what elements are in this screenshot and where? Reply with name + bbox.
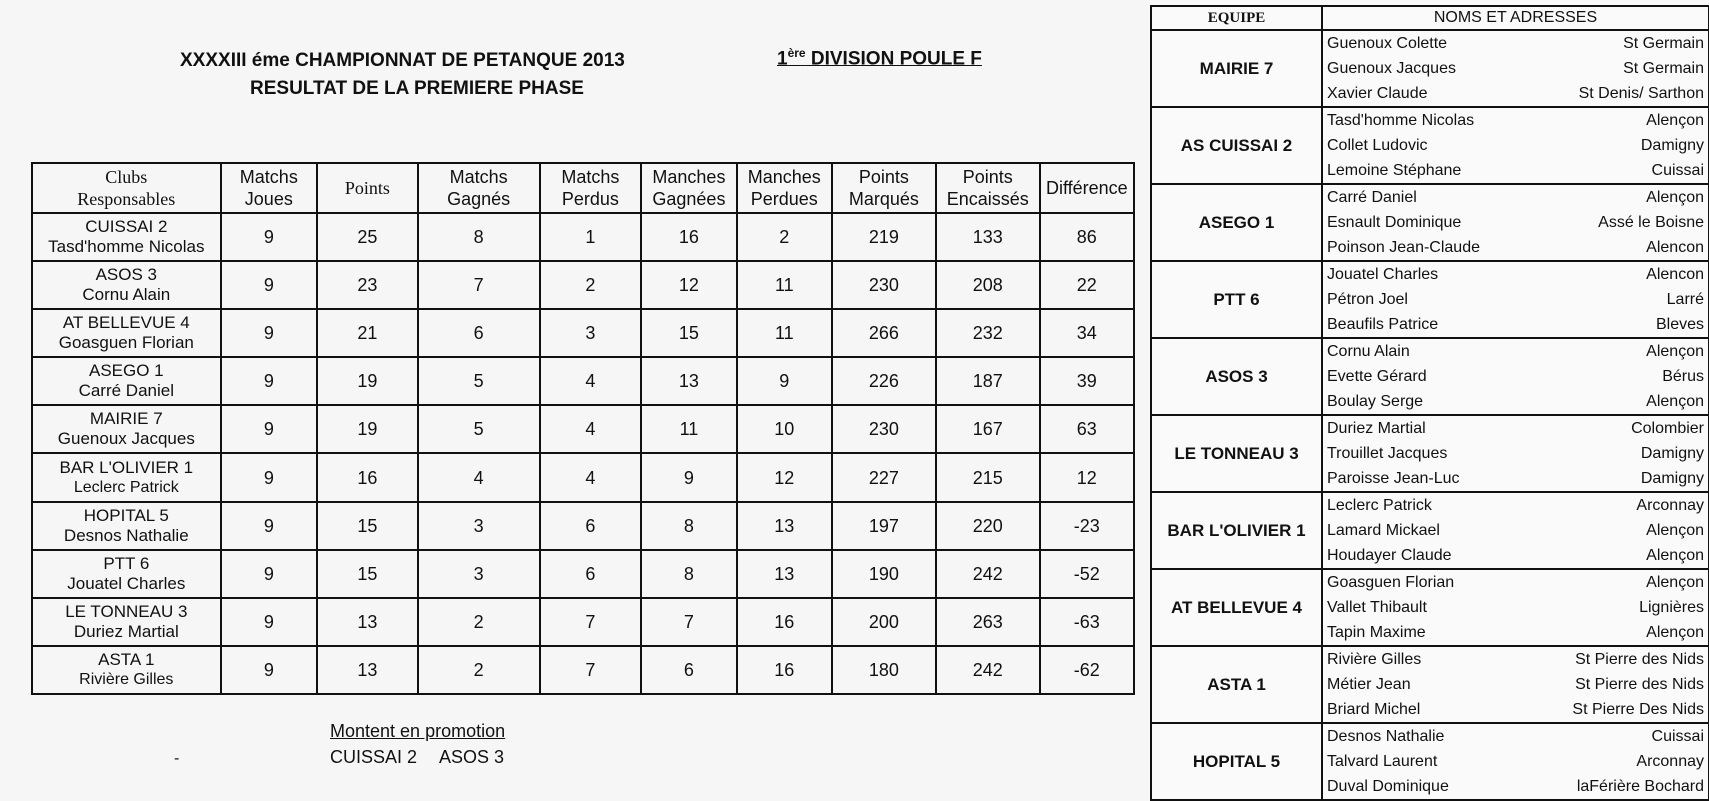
cell-points: 15 — [317, 550, 418, 598]
cell-perdus: 4 — [540, 405, 642, 453]
member-name: Beaufils Patrice — [1327, 316, 1439, 333]
club-cell — [32, 405, 221, 453]
table-row — [32, 550, 1134, 598]
cell-manches-gagnees: 15 — [641, 309, 736, 357]
member-row — [1327, 774, 1704, 799]
member-row — [1327, 416, 1704, 441]
member-row — [1327, 595, 1704, 620]
cell-manches-perdues: 11 — [737, 309, 832, 357]
member-city: laFérière Bochard — [1576, 778, 1704, 795]
cell-points-encaisses: 242 — [936, 550, 1040, 598]
member-row — [1327, 620, 1704, 645]
club-name: BAR L'OLIVIER 1 — [59, 457, 194, 477]
team-row — [1151, 261, 1709, 338]
member-row — [1327, 647, 1704, 672]
table-row — [32, 646, 1134, 694]
cell-manches-gagnees: 16 — [641, 213, 736, 261]
cell-points-marques: 230 — [832, 405, 936, 453]
cell-points: 25 — [317, 213, 418, 261]
member-name: Vallet Thibault — [1327, 599, 1427, 616]
member-row — [1327, 749, 1704, 774]
results-table — [31, 162, 1135, 695]
member-city: Alencon — [1646, 266, 1704, 283]
division-label — [777, 46, 982, 70]
cell-manches-gagnees: 11 — [641, 405, 736, 453]
team-name: LE TONNEAU 3 — [1151, 415, 1322, 492]
member-city: Alençon — [1646, 522, 1704, 539]
cell-points-marques: 200 — [832, 598, 936, 646]
cell-points-encaisses: 215 — [936, 453, 1040, 501]
member-city: Damigny — [1640, 445, 1704, 462]
division-ordinal: 1 — [777, 48, 788, 70]
member-name: Lemoine Stéphane — [1327, 162, 1462, 179]
member-row — [1327, 466, 1704, 491]
cell-matchs-joues: 9 — [221, 550, 317, 598]
cell-manches-gagnees: 8 — [641, 502, 736, 550]
member-city: Colombier — [1631, 420, 1704, 437]
cell-gagnes: 2 — [418, 646, 540, 694]
club-cell — [32, 550, 221, 598]
col-header-points-encaisses: Points Encaissés — [936, 163, 1040, 213]
member-name: Rivière Gilles — [1327, 651, 1422, 668]
member-name: Desnos Nathalie — [1327, 728, 1445, 745]
cell-manches-perdues: 16 — [737, 646, 832, 694]
stray-mark: - — [174, 750, 180, 767]
division-name: DIVISION POULE F — [805, 48, 982, 70]
club-responsable: Guenoux Jacques — [57, 429, 195, 449]
member-name: Houdayer Claude — [1327, 547, 1452, 564]
table-row — [32, 357, 1134, 405]
cell-points-marques: 266 — [832, 309, 936, 357]
member-city: St Denis/ Sarthon — [1578, 85, 1704, 102]
promoted-team: ASOS 3 — [439, 747, 505, 767]
cell-perdus: 7 — [540, 646, 642, 694]
member-name: Poinson Jean-Claude — [1327, 239, 1480, 256]
cell-matchs-joues: 9 — [221, 502, 317, 550]
cell-gagnes: 3 — [418, 502, 540, 550]
cell-manches-perdues: 2 — [737, 213, 832, 261]
member-city: Damigny — [1640, 137, 1704, 154]
cell-gagnes: 7 — [418, 261, 540, 309]
club-responsable: Leclerc Patrick — [73, 478, 179, 496]
member-city: Assé le Boisne — [1598, 214, 1704, 231]
member-row — [1327, 570, 1704, 595]
cell-points-encaisses: 133 — [936, 213, 1040, 261]
club-responsable: Goasguen Florian — [58, 333, 194, 353]
cell-gagnes: 2 — [418, 598, 540, 646]
cell-points-marques: 219 — [832, 213, 936, 261]
cell-points-marques: 226 — [832, 357, 936, 405]
cell-gagnes: 8 — [418, 213, 540, 261]
member-name: Guenoux Colette — [1327, 35, 1448, 52]
cell-difference: 63 — [1040, 405, 1134, 453]
member-name: Pétron Joel — [1327, 291, 1408, 308]
member-city: Alençon — [1646, 343, 1704, 360]
member-row — [1327, 697, 1704, 722]
results-header-row — [32, 163, 1134, 213]
table-row — [32, 213, 1134, 261]
cell-points: 15 — [317, 502, 418, 550]
team-row — [1151, 184, 1709, 261]
member-name: Boulay Serge — [1327, 393, 1424, 410]
member-city: Alençon — [1646, 547, 1704, 564]
cell-points: 19 — [317, 405, 418, 453]
col-header-matchs-joues: Matchs Joues — [221, 163, 317, 213]
member-city: Cuissai — [1651, 728, 1704, 745]
member-row — [1327, 158, 1704, 183]
cell-matchs-joues: 9 — [221, 598, 317, 646]
club-name: LE TONNEAU 3 — [65, 601, 188, 621]
team-row — [1151, 107, 1709, 184]
cell-perdus: 1 — [540, 213, 642, 261]
member-row — [1327, 364, 1704, 389]
team-row — [1151, 415, 1709, 492]
member-row — [1327, 518, 1704, 543]
member-city: Alençon — [1646, 574, 1704, 591]
member-row — [1327, 493, 1704, 518]
cell-difference: 39 — [1040, 357, 1134, 405]
club-responsable: Cornu Alain — [82, 285, 171, 305]
club-responsable: Carré Daniel — [78, 381, 175, 401]
cell-difference: 12 — [1040, 453, 1134, 501]
cell-points: 19 — [317, 357, 418, 405]
club-responsable: Tasd'homme Nicolas — [48, 237, 205, 257]
member-city: Arconnay — [1636, 753, 1704, 770]
member-row — [1327, 56, 1704, 81]
cell-difference: -62 — [1040, 646, 1134, 694]
team-members — [1322, 646, 1709, 723]
cell-matchs-joues: 9 — [221, 261, 317, 309]
member-name: Lamard Mickael — [1327, 522, 1440, 539]
cell-perdus: 7 — [540, 598, 642, 646]
member-city: Bleves — [1655, 316, 1704, 333]
club-cell — [32, 261, 221, 309]
team-row — [1151, 492, 1709, 569]
member-row — [1327, 235, 1704, 260]
member-city: Damigny — [1640, 470, 1704, 487]
club-cell — [32, 598, 221, 646]
team-members — [1322, 261, 1709, 338]
cell-points-encaisses: 167 — [936, 405, 1040, 453]
cell-perdus: 3 — [540, 309, 642, 357]
member-row — [1327, 133, 1704, 158]
teams-sheet — [1150, 0, 1709, 801]
cell-manches-gagnees: 13 — [641, 357, 736, 405]
member-city: Larré — [1666, 291, 1704, 308]
member-name: Tasd'homme Nicolas — [1327, 112, 1475, 129]
team-name: MAIRIE 7 — [1151, 30, 1322, 107]
member-row — [1327, 287, 1704, 312]
team-name: ASEGO 1 — [1151, 184, 1322, 261]
team-name: ASOS 3 — [1151, 338, 1322, 415]
member-city: Alençon — [1646, 189, 1704, 206]
cell-points: 13 — [317, 598, 418, 646]
club-cell — [32, 309, 221, 357]
club-name: AT BELLEVUE 4 — [62, 313, 190, 333]
col-header-points: Points — [317, 163, 418, 213]
division-ordinal-suffix: ère — [787, 46, 806, 60]
team-row — [1151, 569, 1709, 646]
col-header-matchs-gagnes: Matchs Gagnés — [418, 163, 540, 213]
member-row — [1327, 389, 1704, 414]
cell-gagnes: 5 — [418, 357, 540, 405]
club-name: PTT 6 — [103, 553, 150, 573]
cell-points-marques: 230 — [832, 261, 936, 309]
club-responsable: Jouatel Charles — [67, 573, 186, 593]
cell-matchs-joues: 9 — [221, 309, 317, 357]
cell-matchs-joues: 9 — [221, 646, 317, 694]
member-name: Métier Jean — [1327, 676, 1411, 693]
member-name: Evette Gérard — [1327, 368, 1427, 385]
promotion-block — [330, 718, 526, 770]
member-name: Jouatel Charles — [1327, 266, 1439, 283]
cell-points-marques: 190 — [832, 550, 936, 598]
page-subtitle: RESULTAT DE LA PREMIERE PHASE — [250, 78, 584, 99]
team-row — [1151, 646, 1709, 723]
club-name: ASTA 1 — [98, 649, 155, 669]
member-name: Cornu Alain — [1327, 343, 1410, 360]
col-header-points-marques: Points Marqués — [832, 163, 936, 213]
cell-perdus: 4 — [540, 453, 642, 501]
team-row — [1151, 30, 1709, 107]
cell-points-encaisses: 242 — [936, 646, 1040, 694]
cell-gagnes: 5 — [418, 405, 540, 453]
cell-matchs-joues: 9 — [221, 357, 317, 405]
member-name: Paroisse Jean-Luc — [1327, 470, 1460, 487]
member-city: Alencon — [1646, 239, 1704, 256]
member-name: Guenoux Jacques — [1327, 60, 1456, 77]
member-row — [1327, 262, 1704, 287]
member-name: Duriez Martial — [1327, 420, 1426, 437]
team-name: ASTA 1 — [1151, 646, 1322, 723]
member-name: Talvard Laurent — [1327, 753, 1438, 770]
cell-perdus: 2 — [540, 261, 642, 309]
col-header-difference: Différence — [1040, 163, 1134, 213]
member-name: Briard Michel — [1327, 701, 1421, 718]
member-name: Goasguen Florian — [1327, 574, 1455, 591]
teams-header-noms: NOMS ET ADRESSES — [1322, 6, 1709, 30]
cell-points: 21 — [317, 309, 418, 357]
team-members — [1322, 184, 1709, 261]
team-row — [1151, 338, 1709, 415]
cell-points: 16 — [317, 453, 418, 501]
col-header-clubs: Clubs Responsables — [32, 163, 221, 213]
club-cell — [32, 357, 221, 405]
team-members — [1322, 338, 1709, 415]
cell-perdus: 6 — [540, 502, 642, 550]
cell-points-encaisses: 220 — [936, 502, 1040, 550]
cell-difference: -63 — [1040, 598, 1134, 646]
member-row — [1327, 441, 1704, 466]
cell-manches-perdues: 12 — [737, 453, 832, 501]
cell-points-marques: 227 — [832, 453, 936, 501]
member-row — [1327, 543, 1704, 568]
member-name: Collet Ludovic — [1327, 137, 1428, 154]
team-row — [1151, 723, 1709, 800]
cell-points-encaisses: 187 — [936, 357, 1040, 405]
cell-manches-gagnees: 12 — [641, 261, 736, 309]
member-city: St Pierre Des Nids — [1572, 701, 1704, 718]
cell-manches-gagnees: 8 — [641, 550, 736, 598]
cell-difference: -23 — [1040, 502, 1134, 550]
cell-points: 23 — [317, 261, 418, 309]
cell-gagnes: 4 — [418, 453, 540, 501]
team-members — [1322, 415, 1709, 492]
member-city: Bérus — [1662, 368, 1704, 385]
col-header-manches-gagnees: Manches Gagnées — [641, 163, 736, 213]
club-responsable: Rivière Gilles — [79, 670, 174, 688]
cell-points-marques: 197 — [832, 502, 936, 550]
member-city: Alençon — [1646, 112, 1704, 129]
promotion-teams — [330, 744, 526, 770]
club-name: CUISSAI 2 — [85, 217, 168, 237]
table-row — [32, 309, 1134, 357]
club-responsable: Desnos Nathalie — [63, 525, 189, 545]
club-name: HOPITAL 5 — [83, 505, 169, 525]
member-row — [1327, 108, 1704, 133]
member-row — [1327, 724, 1704, 749]
promotion-label: Montent en promotion — [330, 721, 506, 741]
teams-table — [1150, 5, 1709, 801]
club-name: ASEGO 1 — [88, 361, 164, 381]
cell-manches-gagnees: 9 — [641, 453, 736, 501]
cell-manches-gagnees: 7 — [641, 598, 736, 646]
table-row — [32, 598, 1134, 646]
member-city: St Pierre des Nids — [1575, 676, 1704, 693]
member-city: Lignières — [1639, 599, 1704, 616]
club-cell — [32, 502, 221, 550]
club-cell — [32, 213, 221, 261]
col-header-manches-perdues: Manches Perdues — [737, 163, 832, 213]
member-name: Trouillet Jacques — [1327, 445, 1448, 462]
member-name: Duval Dominique — [1327, 778, 1449, 795]
cell-difference: -52 — [1040, 550, 1134, 598]
club-name: MAIRIE 7 — [89, 409, 163, 429]
cell-difference: 86 — [1040, 213, 1134, 261]
cell-perdus: 6 — [540, 550, 642, 598]
member-row — [1327, 339, 1704, 364]
member-city: Cuissai — [1651, 162, 1704, 179]
cell-points-encaisses: 208 — [936, 261, 1040, 309]
team-name: AT BELLEVUE 4 — [1151, 569, 1322, 646]
member-row — [1327, 672, 1704, 697]
member-name: Esnault Dominique — [1327, 214, 1462, 231]
teams-header-row — [1151, 6, 1709, 30]
member-city: Arconnay — [1636, 497, 1704, 514]
member-name: Xavier Claude — [1327, 85, 1428, 102]
col-header-matchs-perdus: Matchs Perdus — [540, 163, 642, 213]
cell-points: 13 — [317, 646, 418, 694]
cell-points-encaisses: 232 — [936, 309, 1040, 357]
team-name: AS CUISSAI 2 — [1151, 107, 1322, 184]
club-cell — [32, 646, 221, 694]
cell-manches-perdues: 11 — [737, 261, 832, 309]
club-name: ASOS 3 — [95, 265, 158, 285]
cell-manches-perdues: 10 — [737, 405, 832, 453]
member-row — [1327, 31, 1704, 56]
member-city: Alençon — [1646, 624, 1704, 641]
cell-manches-perdues: 13 — [737, 502, 832, 550]
member-name: Leclerc Patrick — [1327, 497, 1432, 514]
member-name: Carré Daniel — [1327, 189, 1417, 206]
member-city: St Germain — [1623, 35, 1704, 52]
cell-points-marques: 180 — [832, 646, 936, 694]
member-name: Tapin Maxime — [1327, 624, 1426, 641]
teams-header-equipe: EQUIPE — [1151, 6, 1322, 30]
cell-perdus: 4 — [540, 357, 642, 405]
team-name: PTT 6 — [1151, 261, 1322, 338]
team-members — [1322, 723, 1709, 800]
cell-points-encaisses: 263 — [936, 598, 1040, 646]
member-city: St Germain — [1623, 60, 1704, 77]
table-row — [32, 453, 1134, 501]
table-row — [32, 405, 1134, 453]
member-city: Alençon — [1646, 393, 1704, 410]
member-row — [1327, 81, 1704, 106]
member-row — [1327, 312, 1704, 337]
club-cell — [32, 453, 221, 501]
table-row — [32, 502, 1134, 550]
table-row — [32, 261, 1134, 309]
cell-matchs-joues: 9 — [221, 453, 317, 501]
member-row — [1327, 210, 1704, 235]
cell-matchs-joues: 9 — [221, 405, 317, 453]
cell-difference: 22 — [1040, 261, 1134, 309]
cell-gagnes: 6 — [418, 309, 540, 357]
team-members — [1322, 569, 1709, 646]
cell-manches-perdues: 9 — [737, 357, 832, 405]
cell-manches-perdues: 16 — [737, 598, 832, 646]
club-responsable: Duriez Martial — [73, 621, 179, 641]
team-members — [1322, 492, 1709, 569]
team-name: BAR L'OLIVIER 1 — [1151, 492, 1322, 569]
cell-manches-perdues: 13 — [737, 550, 832, 598]
member-row — [1327, 185, 1704, 210]
cell-difference: 34 — [1040, 309, 1134, 357]
page-title: XXXXIII éme CHAMPIONNAT DE PETANQUE 2013 — [180, 50, 625, 71]
team-name: HOPITAL 5 — [1151, 723, 1322, 800]
cell-manches-gagnees: 6 — [641, 646, 736, 694]
team-members — [1322, 30, 1709, 107]
promoted-team: CUISSAI 2 — [330, 747, 418, 767]
team-members — [1322, 107, 1709, 184]
cell-gagnes: 3 — [418, 550, 540, 598]
cell-matchs-joues: 9 — [221, 213, 317, 261]
member-city: St Pierre des Nids — [1575, 651, 1704, 668]
